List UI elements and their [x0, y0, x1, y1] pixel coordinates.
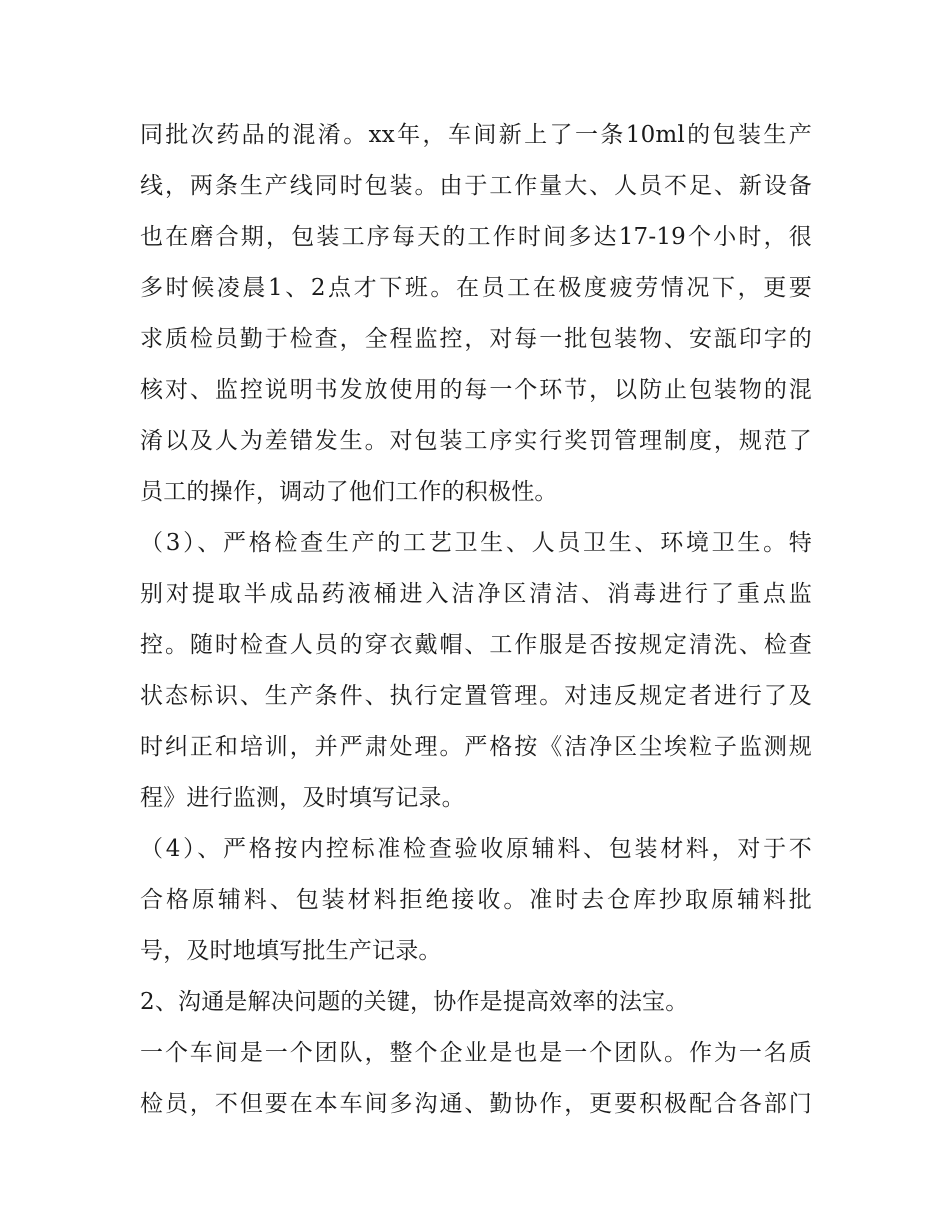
- text-line: 淆以及人为差错发生。对包装工序实行奖罚管理制度，规范了: [140, 428, 812, 454]
- text-line: 一个车间是一个团队，整个企业是也是一个团队。作为一名质: [140, 1040, 812, 1066]
- text-line: 线，两条生产线同时包装。由于工作量大、人员不足、新设备: [140, 173, 812, 199]
- text-line: 号，及时地填写批生产记录。: [140, 938, 442, 964]
- text-line: 控。随时检查人员的穿衣戴帽、工作服是否按规定清洗、检查: [140, 632, 812, 658]
- text-line: 时纠正和培训，并严肃处理。严格按《洁净区尘埃粒子监测规: [140, 734, 812, 760]
- text-line: 检员，不但要在本车间多沟通、勤协作，更要积极配合各部门: [140, 1091, 812, 1117]
- text-line: 员工的操作，调动了他们工作的积极性。: [140, 479, 558, 505]
- text-line: （4）、严格按内控标准检查验收原辅料、包装材料，对于不: [140, 836, 812, 862]
- text-line: 多时候凌晨1、2点才下班。在员工在极度疲劳情况下，更要: [140, 275, 812, 301]
- text-line: （3）、严格检查生产的工艺卫生、人员卫生、环境卫生。特: [140, 530, 812, 556]
- text-line: 别对提取半成品药液桶进入洁净区清洁、消毒进行了重点监: [140, 581, 812, 607]
- text-line: 核对、监控说明书发放使用的每一个环节，以防止包装物的混: [140, 377, 812, 403]
- text-line: 求质检员勤于检查，全程监控，对每一批包装物、安瓿印字的: [140, 326, 812, 352]
- text-line: 合格原辅料、包装材料拒绝接收。准时去仓库抄取原辅料批: [140, 887, 812, 913]
- text-line: 程》进行监测，及时填写记录。: [140, 785, 465, 811]
- document-body: [140, 110, 812, 1130]
- section-heading: 2、沟通是解决问题的关键，协作是提高效率的法宝。: [140, 989, 689, 1015]
- text-line: 同批次药品的混淆。xx年，车间新上了一条10ml的包装生产: [140, 122, 812, 148]
- text-line: 也在磨合期，包装工序每天的工作时间多达17-19个小时，很: [140, 224, 812, 250]
- text-line: 状态标识、生产条件、执行定置管理。对违反规定者进行了及: [140, 683, 812, 709]
